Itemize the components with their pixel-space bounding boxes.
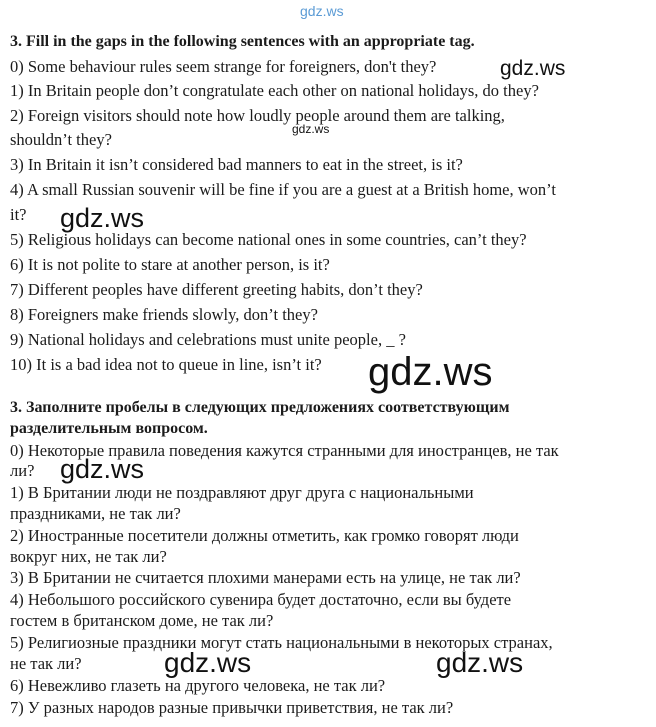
english-line-3: 3) In Britain it isn’t considered bad manners to eat in the street, is it? [10,155,463,174]
english-line-1: 1) In Britain people don’t congratulate each other on national holidays, do they? [10,81,539,100]
watermark-2: gdz.ws [292,122,330,136]
russian-line-2a: 2) Иностранные посетители должны отметить, как громко говорят люди [10,526,519,545]
watermark-3: gdz.ws [60,203,145,233]
russian-heading-2: разделительным вопросом. [10,420,208,437]
watermark-top: gdz.ws [300,3,344,19]
russian-line-0b: ли? [10,461,35,480]
russian-line-4a: 4) Небольшого российского сувенира будет достаточно, если вы будете [10,590,512,609]
english-line-4a: 4) A small Russian souvenir will be fine if you are a guest at a British home, won’t [10,180,556,199]
english-line-4b: it? [10,205,27,224]
english-line-7: 7) Different peoples have different greeting habits, don’t they? [10,280,423,299]
english-line-6: 6) It is not polite to stare at another person, is it? [10,255,330,274]
watermark-6: gdz.ws [164,647,252,678]
russian-line-5a: 5) Религиозные праздники могут стать национальными в некоторых странах, [10,633,553,652]
english-line-2b: shouldn’t they? [10,130,112,149]
watermark-5: gdz.ws [60,454,145,484]
russian-line-0a: 0) Некоторые правила поведения кажутся странными для иностранцев, не так [10,441,559,460]
russian-line-3: 3) В Британии не считается плохими манерами есть на улице, не так ли? [10,568,521,587]
russian-line-4b: гостем в британском доме, не так ли? [10,611,274,630]
russian-line-5b: не так ли? [10,654,82,673]
english-line-2a: 2) Foreign visitors should note how loudly people around them are talking, [10,106,505,125]
russian-line-7: 7) У разных народов разные привычки приветствия, не так ли? [10,698,454,717]
russian-heading-1: 3. Заполните пробелы в следующих предложениях соответствующим [10,399,510,416]
english-line-5: 5) Religious holidays can become national ones in some countries, can’t they? [10,230,527,249]
watermark-7: gdz.ws [436,647,524,678]
english-line-0: 0) Some behaviour rules seem strange for foreigners, don't they? [10,57,437,76]
russian-line-1b: праздниками, не так ли? [10,504,181,523]
english-heading: 3. Fill in the gaps in the following sentences with an appropriate tag. [10,33,475,50]
english-line-10: 10) It is a bad idea not to queue in line, isn’t it? [10,355,322,374]
watermark-1: gdz.ws [500,57,566,80]
russian-line-2b: вокруг них, не так ли? [10,547,167,566]
watermark-4: gdz.ws [368,350,493,394]
english-line-9: 9) National holidays and celebrations must unite people, _ ? [10,330,406,349]
english-line-8: 8) Foreigners make friends slowly, don’t they? [10,305,318,324]
russian-line-6: 6) Невежливо глазеть на другого человека, не так ли? [10,676,386,695]
russian-line-1a: 1) В Британии люди не поздравляют друг друга с национальными [10,483,474,502]
